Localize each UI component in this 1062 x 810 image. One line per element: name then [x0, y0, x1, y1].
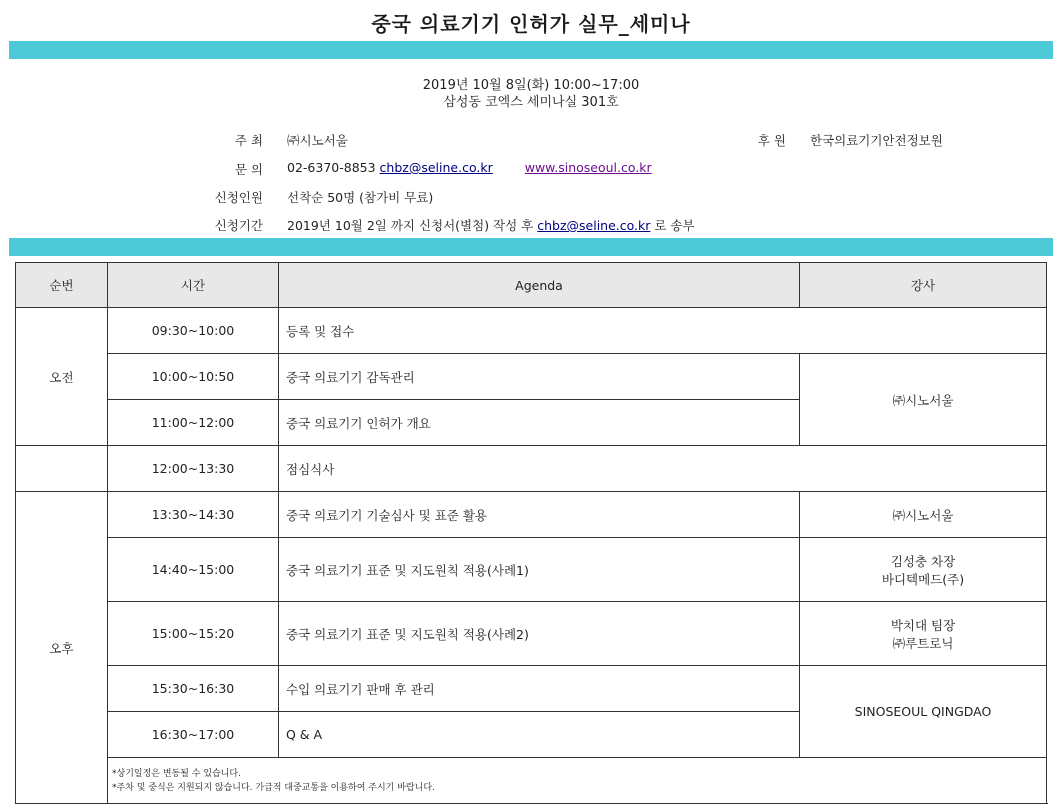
contact-label: 문 의	[234, 162, 263, 177]
table-header-row	[16, 263, 1047, 308]
agenda-cell: 중국 의료기기 표준 및 지도원칙 적용(사례2)	[279, 602, 800, 666]
speaker-cell: SINOSEOUL QINGDAO	[800, 666, 1047, 758]
event-venue: 삼성동 코엑스 세미나실 301호	[443, 95, 619, 110]
agenda-cell: 중국 의료기기 감독관리	[279, 354, 800, 400]
header-agenda: Agenda	[279, 263, 800, 308]
table-row	[16, 666, 1047, 712]
bottom-accent-band	[9, 238, 1053, 256]
capacity-label: 신청인원	[214, 190, 263, 205]
speaker-cell	[800, 538, 1047, 602]
agenda-cell: 등록 및 접수	[279, 308, 1047, 354]
header-time: 시간	[108, 263, 279, 308]
time-cell: 10:00~10:50	[108, 354, 279, 400]
table-row	[16, 602, 1047, 666]
period-text: 2019년 10월 2일 까지 신청서(별첨) 작성 후	[287, 218, 534, 233]
contact-email-link[interactable]: chbz@seline.co.kr	[379, 160, 493, 175]
table-row	[16, 538, 1047, 602]
time-cell: 09:30~10:00	[108, 308, 279, 354]
table-row	[16, 308, 1047, 354]
agenda-cell: Q & A	[279, 712, 800, 758]
schedule-table	[15, 262, 1047, 804]
time-cell: 13:30~14:30	[108, 492, 279, 538]
table-row	[16, 354, 1047, 400]
session-empty	[16, 446, 108, 492]
period-label: 신청기간	[214, 218, 263, 233]
top-accent-band	[9, 41, 1053, 59]
contact-line	[287, 160, 652, 175]
time-cell: 11:00~12:00	[108, 400, 279, 446]
agenda-cell: 수입 의료기기 판매 후 관리	[279, 666, 800, 712]
host-value: ㈜시노서울	[287, 133, 348, 148]
speaker-name: 김성충 차장	[890, 553, 956, 569]
speaker-cell: ㈜시노서울	[800, 492, 1047, 538]
session-afternoon: 오후	[16, 492, 108, 804]
agenda-cell: 중국 의료기기 표준 및 지도원칙 적용(사례1)	[279, 538, 800, 602]
website-link[interactable]: www.sinoseoul.co.kr	[524, 160, 652, 175]
time-cell: 14:40~15:00	[108, 538, 279, 602]
speaker-name: 박치대 팀장	[890, 617, 956, 633]
capacity-value: 선착순 50명 (참가비 무료)	[287, 190, 434, 205]
notes-row	[16, 758, 1047, 804]
speaker-company: ㈜루트로닉	[892, 635, 954, 651]
time-cell: 16:30~17:00	[108, 712, 279, 758]
page-title: 중국 의료기기 인허가 실무_세미나	[371, 12, 691, 36]
session-morning: 오전	[16, 308, 108, 446]
time-cell: 15:30~16:30	[108, 666, 279, 712]
header-number: 순번	[16, 263, 108, 308]
event-datetime: 2019년 10월 8일(화) 10:00~17:00	[422, 78, 640, 93]
sponsor-label: 후 원	[757, 133, 786, 148]
time-cell: 15:00~15:20	[108, 602, 279, 666]
period-suffix: 로 송부	[654, 218, 695, 233]
table-row	[16, 492, 1047, 538]
agenda-cell: 중국 의료기기 기술심사 및 표준 활용	[279, 492, 800, 538]
agenda-cell: 중국 의료기기 인허가 개요	[279, 400, 800, 446]
time-cell: 12:00~13:30	[108, 446, 279, 492]
agenda-cell: 점심식사	[279, 446, 1047, 492]
note-line: *주차 및 중식은 지원되지 않습니다. 가급적 대중교통을 이용하여 주시기 바랍니다.	[112, 782, 435, 793]
speaker-cell: ㈜시노서울	[800, 354, 1047, 446]
sponsor-value: 한국의료기기안전정보원	[810, 133, 943, 148]
notes-cell	[108, 758, 1047, 804]
note-line: *상기일정은 변동될 수 있습니다.	[112, 768, 241, 779]
speaker-company: 바디텍메드(주)	[881, 571, 965, 587]
table-row	[16, 446, 1047, 492]
header-speaker: 강사	[800, 263, 1047, 308]
period-line	[287, 216, 695, 234]
contact-phone: 02-6370-8853	[287, 160, 376, 175]
host-label: 주 최	[234, 133, 263, 148]
speaker-cell	[800, 602, 1047, 666]
period-email-link[interactable]: chbz@seline.co.kr	[537, 218, 651, 233]
